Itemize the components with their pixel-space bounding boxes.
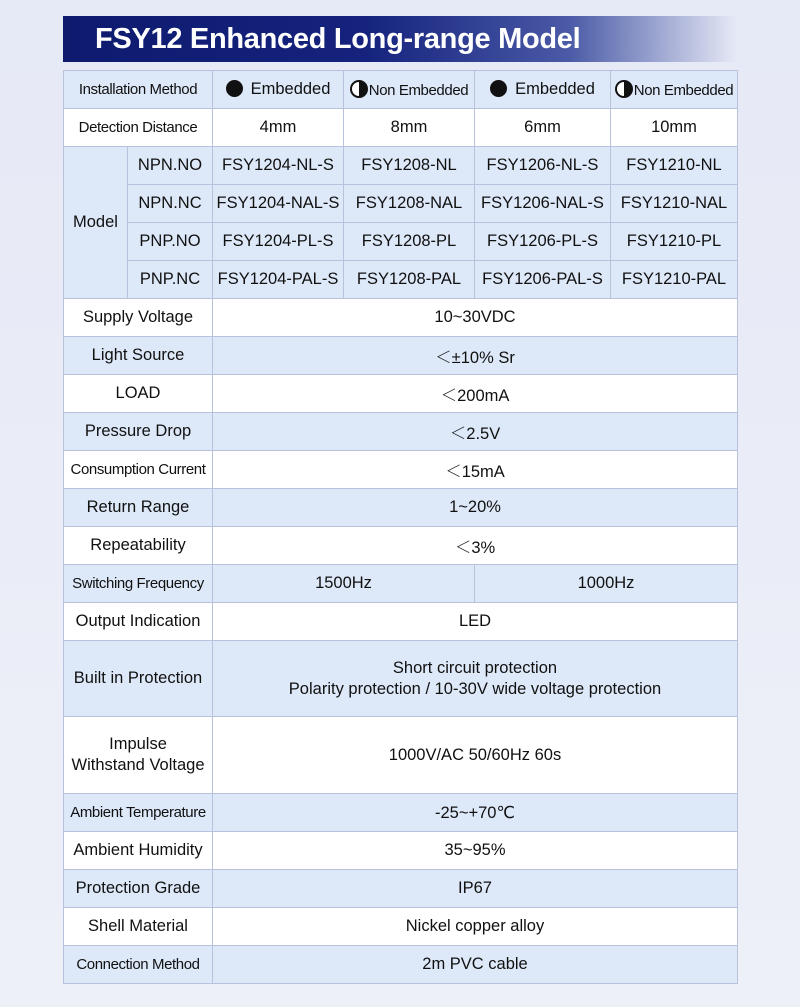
table-row (64, 870, 738, 908)
protection-line: Short circuit protection (392, 658, 558, 677)
table-cell: FSY1206-PAL-S (475, 261, 611, 299)
table-row (64, 527, 738, 565)
table-cell: FSY1210-PAL (611, 261, 738, 299)
table-cell: 2m PVC cable (213, 946, 738, 984)
filled-circle-icon (490, 80, 507, 97)
row-label: Ambient Humidity (64, 832, 213, 870)
table-cell: Nickel copper alloy (213, 908, 738, 946)
table-row (64, 641, 738, 717)
table-cell: FSY1204-PL-S (213, 223, 344, 261)
table-cell: FSY1208-PAL (344, 261, 475, 299)
row-label: Supply Voltage (64, 299, 213, 337)
protection-line: Polarity protection / 10-30V wide voltage protection (288, 679, 662, 698)
installation-cell (475, 71, 611, 109)
table-cell: FSY1210-NL (611, 147, 738, 185)
table-row (64, 185, 738, 223)
row-label: Return Range (64, 489, 213, 527)
label-line: Impulse (109, 735, 167, 753)
row-label: Connection Method (64, 946, 213, 984)
row-label: Light Source (64, 337, 213, 375)
table-cell: FSY1206-NAL-S (475, 185, 611, 223)
table-cell: ＜2.5V (213, 413, 738, 451)
table-row (64, 147, 738, 185)
title-banner (63, 16, 737, 62)
installation-cell (213, 71, 344, 109)
table-row (64, 946, 738, 984)
page-title: FSY12 Enhanced Long-range Model (95, 22, 581, 55)
row-label: Built in Protection (64, 641, 213, 717)
row-label: LOAD (64, 375, 213, 413)
spec-table (63, 70, 738, 984)
table-cell: 1000Hz (475, 565, 738, 603)
table-row (64, 794, 738, 832)
table-cell (213, 641, 738, 717)
half-circle-icon (615, 80, 633, 98)
table-row (64, 375, 738, 413)
table-row (64, 413, 738, 451)
row-label: Consumption Current (64, 451, 213, 489)
table-cell: FSY1208-NAL (344, 185, 475, 223)
table-cell: 6mm (475, 109, 611, 147)
installation-cell (344, 71, 475, 109)
table-row (64, 565, 738, 603)
installation-cell (611, 71, 738, 109)
model-type: PNP.NC (128, 261, 213, 299)
row-label (64, 717, 213, 794)
table-cell: 35~95% (213, 832, 738, 870)
installation-value: Embedded (250, 80, 331, 98)
table-row (64, 451, 738, 489)
row-label: Model (64, 147, 128, 299)
table-cell: FSY1204-NAL-S (213, 185, 344, 223)
model-type: NPN.NO (128, 147, 213, 185)
table-row (64, 489, 738, 527)
table-cell: IP67 (213, 870, 738, 908)
model-type: PNP.NO (128, 223, 213, 261)
table-cell: ＜3% (213, 527, 738, 565)
label-line: Withstand Voltage (71, 756, 205, 774)
row-label: Installation Method (64, 71, 213, 109)
table-cell: 10mm (611, 109, 738, 147)
table-row (64, 832, 738, 870)
row-label: Repeatability (64, 527, 213, 565)
installation-value: Non Embedded (368, 82, 469, 99)
table-cell: FSY1204-NL-S (213, 147, 344, 185)
table-cell: 4mm (213, 109, 344, 147)
installation-value: Non Embedded (633, 82, 734, 99)
table-cell: 1~20% (213, 489, 738, 527)
row-label: Detection Distance (64, 109, 213, 147)
row-label: Ambient Temperature (64, 794, 213, 832)
table-cell: 1500Hz (213, 565, 475, 603)
table-row (64, 223, 738, 261)
table-cell: -25~+70℃ (213, 794, 738, 832)
table-row (64, 299, 738, 337)
installation-value: Embedded (515, 80, 595, 98)
filled-circle-icon (226, 80, 243, 97)
table-cell: FSY1206-PL-S (475, 223, 611, 261)
table-cell: FSY1206-NL-S (475, 147, 611, 185)
table-cell: FSY1208-NL (344, 147, 475, 185)
row-label: Switching Frequency (64, 565, 213, 603)
table-row (64, 908, 738, 946)
table-cell: ＜±10% Sr (213, 337, 738, 375)
table-row (64, 71, 738, 109)
table-cell: FSY1210-PL (611, 223, 738, 261)
table-cell: ＜15mA (213, 451, 738, 489)
table-row (64, 337, 738, 375)
table-cell: 1000V/AC 50/60Hz 60s (213, 717, 738, 794)
table-cell: FSY1210-NAL (611, 185, 738, 223)
table-cell: FSY1208-PL (344, 223, 475, 261)
row-label: Pressure Drop (64, 413, 213, 451)
row-label: Protection Grade (64, 870, 213, 908)
table-row (64, 261, 738, 299)
row-label: Output Indication (64, 603, 213, 641)
table-cell: ＜200mA (213, 375, 738, 413)
table-cell: LED (213, 603, 738, 641)
half-circle-icon (350, 80, 368, 98)
table-row (64, 109, 738, 147)
table-cell: 10~30VDC (213, 299, 738, 337)
table-row (64, 717, 738, 794)
table-row (64, 603, 738, 641)
model-type: NPN.NC (128, 185, 213, 223)
table-cell: 8mm (344, 109, 475, 147)
table-cell: FSY1204-PAL-S (213, 261, 344, 299)
row-label: Shell Material (64, 908, 213, 946)
